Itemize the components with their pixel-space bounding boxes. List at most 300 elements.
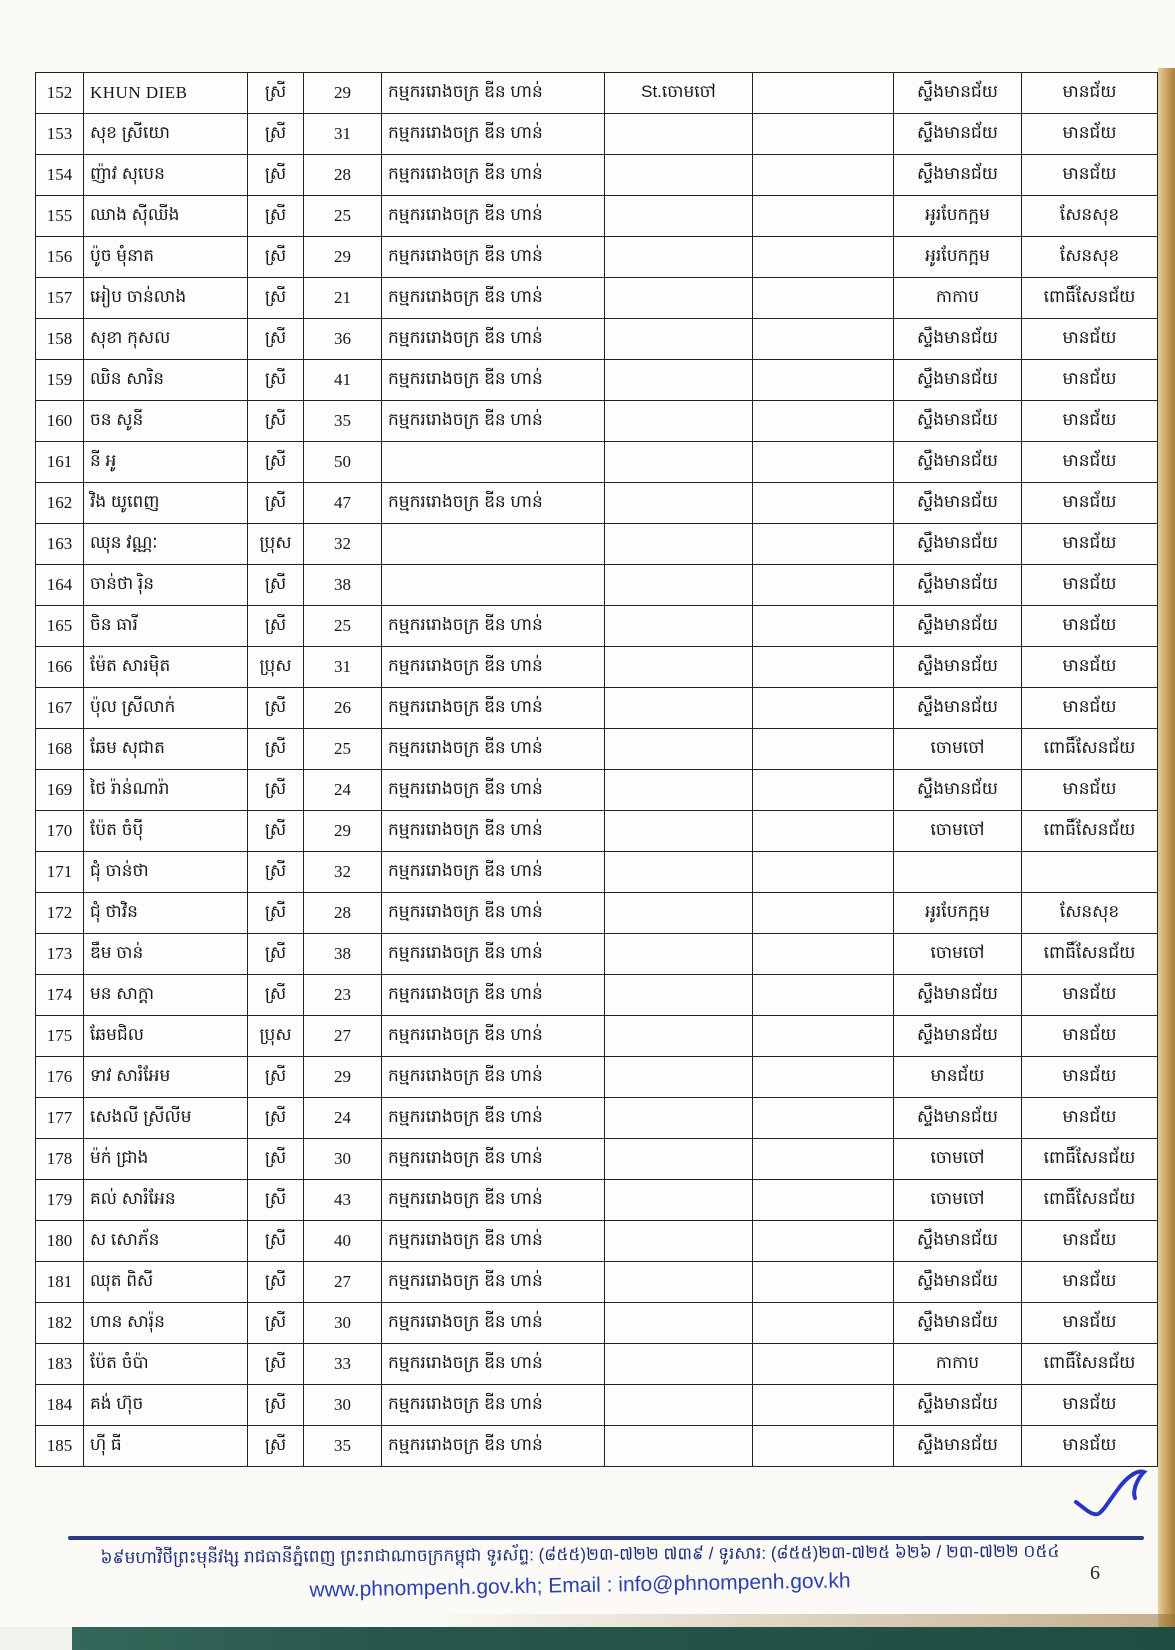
khan-cell: មានជ័យ <box>1022 1426 1158 1467</box>
name-cell: ជុំ ចាន់ថា <box>84 852 248 893</box>
empty-cell <box>753 934 894 975</box>
empty-cell <box>753 1303 894 1344</box>
name-cell: សេងលី ស្រីលីម <box>84 1098 248 1139</box>
empty-cell <box>753 483 894 524</box>
address-cell <box>605 442 753 483</box>
age-cell: 43 <box>304 1180 382 1221</box>
empty-cell <box>753 1098 894 1139</box>
age-cell: 29 <box>304 237 382 278</box>
table-row <box>36 1016 1158 1057</box>
age-cell: 30 <box>304 1139 382 1180</box>
sangkat-cell: ស្ទឹងមានជ័យ <box>894 975 1022 1016</box>
khan-cell: មានជ័យ <box>1022 1016 1158 1057</box>
table-row <box>36 319 1158 360</box>
sangkat-cell: អូរបែកក្អម <box>894 196 1022 237</box>
table-row <box>36 278 1158 319</box>
address-cell <box>605 1139 753 1180</box>
sangkat-cell: ស្ទឹងមានជ័យ <box>894 1262 1022 1303</box>
name-cell: ឆែម សុជាត <box>84 729 248 770</box>
occupation-cell: កម្មកររោងចក្រ ឌីន ហាន់ <box>382 1016 605 1057</box>
name-cell: ជុំ ថាវិន <box>84 893 248 934</box>
empty-cell <box>753 442 894 483</box>
empty-cell <box>753 1426 894 1467</box>
empty-cell <box>753 360 894 401</box>
sangkat-cell: ស្ទឹងមានជ័យ <box>894 688 1022 729</box>
occupation-cell: កម្មកររោងចក្រ ឌីន ហាន់ <box>382 155 605 196</box>
khan-cell: មានជ័យ <box>1022 483 1158 524</box>
row-number-cell: 165 <box>36 606 84 647</box>
sangkat-cell: ស្ទឹងមានជ័យ <box>894 442 1022 483</box>
khan-cell: មានជ័យ <box>1022 442 1158 483</box>
empty-cell <box>753 196 894 237</box>
sex-cell: ស្រី <box>248 237 304 278</box>
empty-cell <box>753 1180 894 1221</box>
footer-address-line: ៦៩មហាវិថីព្រះមុនីវង្ស រាជធានីភ្នំពេញ ព្រះរាជាណាចក្រកម្ពុជា ទូរស័ព្ទ: (៨៥៥)២៣-៧២២ ៧៣៩ / ទូរសារ: (៨៥៥)២៣-៧២៥ ៦២៦ / ២៣-៧២២ ០៥៤ <box>100 1541 1060 1568</box>
name-cell: ម៉ែត សារម៉ិត <box>84 647 248 688</box>
table-row <box>36 1344 1158 1385</box>
row-number-cell: 161 <box>36 442 84 483</box>
sex-cell: ស្រី <box>248 401 304 442</box>
row-number-cell: 156 <box>36 237 84 278</box>
sangkat-cell: ស្ទឹងមានជ័យ <box>894 155 1022 196</box>
address-cell <box>605 1098 753 1139</box>
name-cell: ញ៉ាវ សុបេន <box>84 155 248 196</box>
table-row <box>36 565 1158 606</box>
table-row <box>36 647 1158 688</box>
khan-cell: ពោធិ៍សែនជ័យ <box>1022 278 1158 319</box>
address-cell <box>605 319 753 360</box>
name-cell: ប៉ុល ស្រីលាក់ <box>84 688 248 729</box>
row-number-cell: 153 <box>36 114 84 155</box>
address-cell <box>605 893 753 934</box>
address-cell <box>605 1180 753 1221</box>
empty-cell <box>753 688 894 729</box>
occupation-cell: កម្មកររោងចក្រ ឌីន ហាន់ <box>382 1221 605 1262</box>
sangkat-cell: ស្ទឹងមានជ័យ <box>894 565 1022 606</box>
sex-cell: ស្រី <box>248 1426 304 1467</box>
name-cell: ឌឹម ចាន់ <box>84 934 248 975</box>
sangkat-cell: ចោមចៅ <box>894 1139 1022 1180</box>
sex-cell: ស្រី <box>248 278 304 319</box>
age-cell: 50 <box>304 442 382 483</box>
sangkat-cell: ស្ទឹងមានជ័យ <box>894 770 1022 811</box>
name-cell: សុខា កុសល <box>84 319 248 360</box>
sex-cell: ស្រី <box>248 893 304 934</box>
row-number-cell: 180 <box>36 1221 84 1262</box>
empty-cell <box>753 1385 894 1426</box>
address-cell: St.ចោមចៅ <box>605 73 753 114</box>
age-cell: 25 <box>304 606 382 647</box>
khan-cell: សែនសុខ <box>1022 237 1158 278</box>
occupation-cell: កម្មកររោងចក្រ ឌីន ហាន់ <box>382 319 605 360</box>
occupation-cell: កម្មកររោងចក្រ ឌីន ហាន់ <box>382 1139 605 1180</box>
row-number-cell: 157 <box>36 278 84 319</box>
occupation-cell: កម្មកររោងចក្រ ឌីន ហាន់ <box>382 1057 605 1098</box>
sex-cell: ស្រី <box>248 565 304 606</box>
name-cell: ម៉ក់ ជ្រាង <box>84 1139 248 1180</box>
worker-roster-table <box>35 72 1158 1467</box>
khan-cell: មានជ័យ <box>1022 114 1158 155</box>
name-cell: សុខ ស្រីយោ <box>84 114 248 155</box>
khan-cell: មានជ័យ <box>1022 975 1158 1016</box>
occupation-cell: កម្មកររោងចក្រ ឌីន ហាន់ <box>382 278 605 319</box>
row-number-cell: 163 <box>36 524 84 565</box>
empty-cell <box>753 729 894 770</box>
name-cell: ឈាង ស៊ីឈីង <box>84 196 248 237</box>
address-cell <box>605 1262 753 1303</box>
table-row <box>36 1057 1158 1098</box>
khan-cell: ពោធិ៍សែនជ័យ <box>1022 729 1158 770</box>
sex-cell: ស្រី <box>248 852 304 893</box>
sangkat-cell: ស្ទឹងមានជ័យ <box>894 1098 1022 1139</box>
occupation-cell: កម្មកររោងចក្រ ឌីន ហាន់ <box>382 114 605 155</box>
age-cell: 27 <box>304 1262 382 1303</box>
row-number-cell: 183 <box>36 1344 84 1385</box>
sangkat-cell: ស្ទឹងមានជ័យ <box>894 647 1022 688</box>
sex-cell: ស្រី <box>248 1139 304 1180</box>
sex-cell: ស្រី <box>248 1098 304 1139</box>
sex-cell: ស្រី <box>248 319 304 360</box>
sex-cell: ស្រី <box>248 1180 304 1221</box>
footer-divider <box>68 1536 1144 1540</box>
sex-cell: ស្រី <box>248 1303 304 1344</box>
name-cell: គង់ ហ៊ុច <box>84 1385 248 1426</box>
address-cell <box>605 934 753 975</box>
occupation-cell: កម្មកររោងចក្រ ឌីន ហាន់ <box>382 73 605 114</box>
scan-edge-bottom-white <box>0 1627 72 1650</box>
sex-cell: ស្រី <box>248 155 304 196</box>
table-row <box>36 852 1158 893</box>
table-row <box>36 770 1158 811</box>
occupation-cell: កម្មកររោងចក្រ ឌីន ហាន់ <box>382 852 605 893</box>
row-number-cell: 178 <box>36 1139 84 1180</box>
khan-cell: មានជ័យ <box>1022 606 1158 647</box>
khan-cell: មានជ័យ <box>1022 565 1158 606</box>
table-row <box>36 442 1158 483</box>
sangkat-cell <box>894 852 1022 893</box>
khan-cell: មានជ័យ <box>1022 1385 1158 1426</box>
address-cell <box>605 196 753 237</box>
age-cell: 27 <box>304 1016 382 1057</box>
table-row <box>36 483 1158 524</box>
address-cell <box>605 688 753 729</box>
empty-cell <box>753 565 894 606</box>
address-cell <box>605 155 753 196</box>
sex-cell: ស្រី <box>248 442 304 483</box>
row-number-cell: 162 <box>36 483 84 524</box>
occupation-cell: កម្មកររោងចក្រ ឌីន ហាន់ <box>382 975 605 1016</box>
empty-cell <box>753 770 894 811</box>
row-number-cell: 169 <box>36 770 84 811</box>
row-number-cell: 160 <box>36 401 84 442</box>
age-cell: 35 <box>304 401 382 442</box>
sex-cell: ស្រី <box>248 1262 304 1303</box>
address-cell <box>605 401 753 442</box>
age-cell: 38 <box>304 565 382 606</box>
empty-cell <box>753 155 894 196</box>
occupation-cell: កម្មកររោងចក្រ ឌីន ហាន់ <box>382 606 605 647</box>
name-cell: ទាវ សារំអែម <box>84 1057 248 1098</box>
empty-cell <box>753 1344 894 1385</box>
sex-cell: ស្រី <box>248 73 304 114</box>
name-cell: ប៉ែត ចំប៉ី <box>84 811 248 852</box>
khan-cell: ពោធិ៍សែនជ័យ <box>1022 811 1158 852</box>
age-cell: 32 <box>304 852 382 893</box>
age-cell: 36 <box>304 319 382 360</box>
name-cell: ប៉ូច ម៉ំនាត <box>84 237 248 278</box>
age-cell: 32 <box>304 524 382 565</box>
khan-cell <box>1022 852 1158 893</box>
empty-cell <box>753 524 894 565</box>
name-cell: ចិន ធារី <box>84 606 248 647</box>
sangkat-cell: ស្ទឹងមានជ័យ <box>894 360 1022 401</box>
table-row <box>36 73 1158 114</box>
table-row <box>36 1221 1158 1262</box>
occupation-cell: កម្មកររោងចក្រ ឌីន ហាន់ <box>382 811 605 852</box>
age-cell: 31 <box>304 647 382 688</box>
table-row <box>36 401 1158 442</box>
table-row <box>36 196 1158 237</box>
empty-cell <box>753 852 894 893</box>
row-number-cell: 154 <box>36 155 84 196</box>
sex-cell: ប្រុស <box>248 1016 304 1057</box>
sangkat-cell: កាកាប <box>894 1344 1022 1385</box>
empty-cell <box>753 1016 894 1057</box>
row-number-cell: 181 <box>36 1262 84 1303</box>
sangkat-cell: ស្ទឹងមានជ័យ <box>894 1426 1022 1467</box>
empty-cell <box>753 1139 894 1180</box>
address-cell <box>605 483 753 524</box>
name-cell: KHUN DIEB <box>84 73 248 114</box>
name-cell: មន សាក្តា <box>84 975 248 1016</box>
address-cell <box>605 1385 753 1426</box>
table-row <box>36 524 1158 565</box>
khan-cell: មានជ័យ <box>1022 524 1158 565</box>
occupation-cell <box>382 442 605 483</box>
sex-cell: ស្រី <box>248 1344 304 1385</box>
empty-cell <box>753 606 894 647</box>
sex-cell: ប្រុស <box>248 524 304 565</box>
age-cell: 38 <box>304 934 382 975</box>
occupation-cell: កម្មកររោងចក្រ ឌីន ហាន់ <box>382 1303 605 1344</box>
table-row <box>36 729 1158 770</box>
age-cell: 25 <box>304 729 382 770</box>
empty-cell <box>753 401 894 442</box>
occupation-cell: កម្មកររោងចក្រ ឌីន ហាន់ <box>382 647 605 688</box>
sangkat-cell: ចោមចៅ <box>894 934 1022 975</box>
name-cell: ថៃ រ៉ាន់ណារ៉ា <box>84 770 248 811</box>
address-cell <box>605 565 753 606</box>
khan-cell: មានជ័យ <box>1022 319 1158 360</box>
address-cell <box>605 524 753 565</box>
occupation-cell: កម្មកររោងចក្រ ឌីន ហាន់ <box>382 1262 605 1303</box>
address-cell <box>605 1303 753 1344</box>
occupation-cell: កម្មកររោងចក្រ ឌីន ហាន់ <box>382 1344 605 1385</box>
age-cell: 29 <box>304 811 382 852</box>
name-cell: ឈុត ពិសី <box>84 1262 248 1303</box>
khan-cell: មានជ័យ <box>1022 1262 1158 1303</box>
khan-cell: មានជ័យ <box>1022 155 1158 196</box>
address-cell <box>605 852 753 893</box>
table-row <box>36 360 1158 401</box>
row-number-cell: 158 <box>36 319 84 360</box>
name-cell: ឈុន វណ្ណៈ <box>84 524 248 565</box>
table-row <box>36 237 1158 278</box>
occupation-cell: កម្មកររោងចក្រ ឌីន ហាន់ <box>382 770 605 811</box>
occupation-cell: កម្មកររោងចក្រ ឌីន ហាន់ <box>382 237 605 278</box>
address-cell <box>605 770 753 811</box>
age-cell: 29 <box>304 73 382 114</box>
footer-contact-line: www.phnompenh.gov.kh; Email : info@phnompenh.gov.kh <box>309 1569 851 1602</box>
row-number-cell: 171 <box>36 852 84 893</box>
address-cell <box>605 278 753 319</box>
address-cell <box>605 360 753 401</box>
row-number-cell: 170 <box>36 811 84 852</box>
khan-cell: ពោធិ៍សែនជ័យ <box>1022 1139 1158 1180</box>
occupation-cell: កម្មកររោងចក្រ ឌីន ហាន់ <box>382 360 605 401</box>
sex-cell: ស្រី <box>248 1057 304 1098</box>
khan-cell: ពោធិ៍សែនជ័យ <box>1022 1344 1158 1385</box>
scan-edge-bottom-teal <box>72 1627 1175 1650</box>
table-row <box>36 975 1158 1016</box>
row-number-cell: 179 <box>36 1180 84 1221</box>
address-cell <box>605 975 753 1016</box>
row-number-cell: 173 <box>36 934 84 975</box>
row-number-cell: 155 <box>36 196 84 237</box>
row-number-cell: 184 <box>36 1385 84 1426</box>
row-number-cell: 164 <box>36 565 84 606</box>
khan-cell: មានជ័យ <box>1022 73 1158 114</box>
sangkat-cell: ស្ទឹងមានជ័យ <box>894 73 1022 114</box>
table-row <box>36 155 1158 196</box>
table-row <box>36 811 1158 852</box>
sangkat-cell: ស្ទឹងមានជ័យ <box>894 114 1022 155</box>
age-cell: 35 <box>304 1426 382 1467</box>
pen-checkmark-icon <box>1072 1468 1148 1530</box>
row-number-cell: 168 <box>36 729 84 770</box>
occupation-cell: កម្មកររោងចក្រ ឌីន ហាន់ <box>382 1385 605 1426</box>
sangkat-cell: មានជ័យ <box>894 1057 1022 1098</box>
name-cell: ស សោភ័ន <box>84 1221 248 1262</box>
name-cell: ហ៊ី ធី <box>84 1426 248 1467</box>
table-row <box>36 893 1158 934</box>
khan-cell: មានជ័យ <box>1022 401 1158 442</box>
empty-cell <box>753 278 894 319</box>
sangkat-cell: ស្ទឹងមានជ័យ <box>894 483 1022 524</box>
sangkat-cell: ស្ទឹងមានជ័យ <box>894 1016 1022 1057</box>
age-cell: 25 <box>304 196 382 237</box>
khan-cell: ពោធិ៍សែនជ័យ <box>1022 1180 1158 1221</box>
empty-cell <box>753 73 894 114</box>
age-cell: 29 <box>304 1057 382 1098</box>
address-cell <box>605 237 753 278</box>
occupation-cell: កម្មកររោងចក្រ ឌីន ហាន់ <box>382 688 605 729</box>
sangkat-cell: ស្ទឹងមានជ័យ <box>894 1303 1022 1344</box>
scan-edge-right <box>1158 68 1175 1650</box>
khan-cell: សែនសុខ <box>1022 893 1158 934</box>
table-row <box>36 1385 1158 1426</box>
sex-cell: ស្រី <box>248 1221 304 1262</box>
khan-cell: មានជ័យ <box>1022 688 1158 729</box>
empty-cell <box>753 319 894 360</box>
sex-cell: ស្រី <box>248 934 304 975</box>
age-cell: 26 <box>304 688 382 729</box>
sangkat-cell: ស្ទឹងមានជ័យ <box>894 1385 1022 1426</box>
address-cell <box>605 1016 753 1057</box>
khan-cell: សែនសុខ <box>1022 196 1158 237</box>
empty-cell <box>753 647 894 688</box>
occupation-cell: កម្មកររោងចក្រ ឌីន ហាន់ <box>382 934 605 975</box>
age-cell: 30 <box>304 1385 382 1426</box>
age-cell: 24 <box>304 1098 382 1139</box>
row-number-cell: 166 <box>36 647 84 688</box>
row-number-cell: 174 <box>36 975 84 1016</box>
row-number-cell: 167 <box>36 688 84 729</box>
address-cell <box>605 606 753 647</box>
row-number-cell: 152 <box>36 73 84 114</box>
sangkat-cell: ស្ទឹងមានជ័យ <box>894 401 1022 442</box>
address-cell <box>605 1426 753 1467</box>
sangkat-cell: ចោមចៅ <box>894 729 1022 770</box>
table-row <box>36 1426 1158 1467</box>
occupation-cell: កម្មកររោងចក្រ ឌីន ហាន់ <box>382 1426 605 1467</box>
occupation-cell <box>382 524 605 565</box>
sex-cell: ស្រី <box>248 483 304 524</box>
occupation-cell: កម្មកររោងចក្រ ឌីន ហាន់ <box>382 196 605 237</box>
sangkat-cell: អូរបែកក្អម <box>894 237 1022 278</box>
sex-cell: ស្រី <box>248 196 304 237</box>
table-row <box>36 1180 1158 1221</box>
sex-cell: ស្រី <box>248 729 304 770</box>
table-row <box>36 114 1158 155</box>
name-cell: ឈិន សារិន <box>84 360 248 401</box>
empty-cell <box>753 1262 894 1303</box>
row-number-cell: 182 <box>36 1303 84 1344</box>
empty-cell <box>753 893 894 934</box>
khan-cell: មានជ័យ <box>1022 360 1158 401</box>
table-row <box>36 1098 1158 1139</box>
age-cell: 21 <box>304 278 382 319</box>
table-row <box>36 1303 1158 1344</box>
age-cell: 41 <box>304 360 382 401</box>
name-cell: ហាន សារ៉ុន <box>84 1303 248 1344</box>
sangkat-cell: កាកាប <box>894 278 1022 319</box>
age-cell: 30 <box>304 1303 382 1344</box>
page-number: 6 <box>1090 1562 1100 1584</box>
row-number-cell: 177 <box>36 1098 84 1139</box>
khan-cell: មានជ័យ <box>1022 647 1158 688</box>
name-cell: ចាន់ថា រ៉ិន <box>84 565 248 606</box>
sex-cell: ប្រុស <box>248 647 304 688</box>
sex-cell: ស្រី <box>248 688 304 729</box>
sex-cell: ស្រី <box>248 606 304 647</box>
table-row <box>36 1262 1158 1303</box>
row-number-cell: 172 <box>36 893 84 934</box>
age-cell: 28 <box>304 893 382 934</box>
address-cell <box>605 811 753 852</box>
sex-cell: ស្រី <box>248 975 304 1016</box>
empty-cell <box>753 975 894 1016</box>
empty-cell <box>753 237 894 278</box>
address-cell <box>605 1057 753 1098</box>
table-row <box>36 934 1158 975</box>
sangkat-cell: ស្ទឹងមានជ័យ <box>894 606 1022 647</box>
age-cell: 31 <box>304 114 382 155</box>
empty-cell <box>753 1057 894 1098</box>
row-number-cell: 175 <box>36 1016 84 1057</box>
age-cell: 40 <box>304 1221 382 1262</box>
row-number-cell: 159 <box>36 360 84 401</box>
